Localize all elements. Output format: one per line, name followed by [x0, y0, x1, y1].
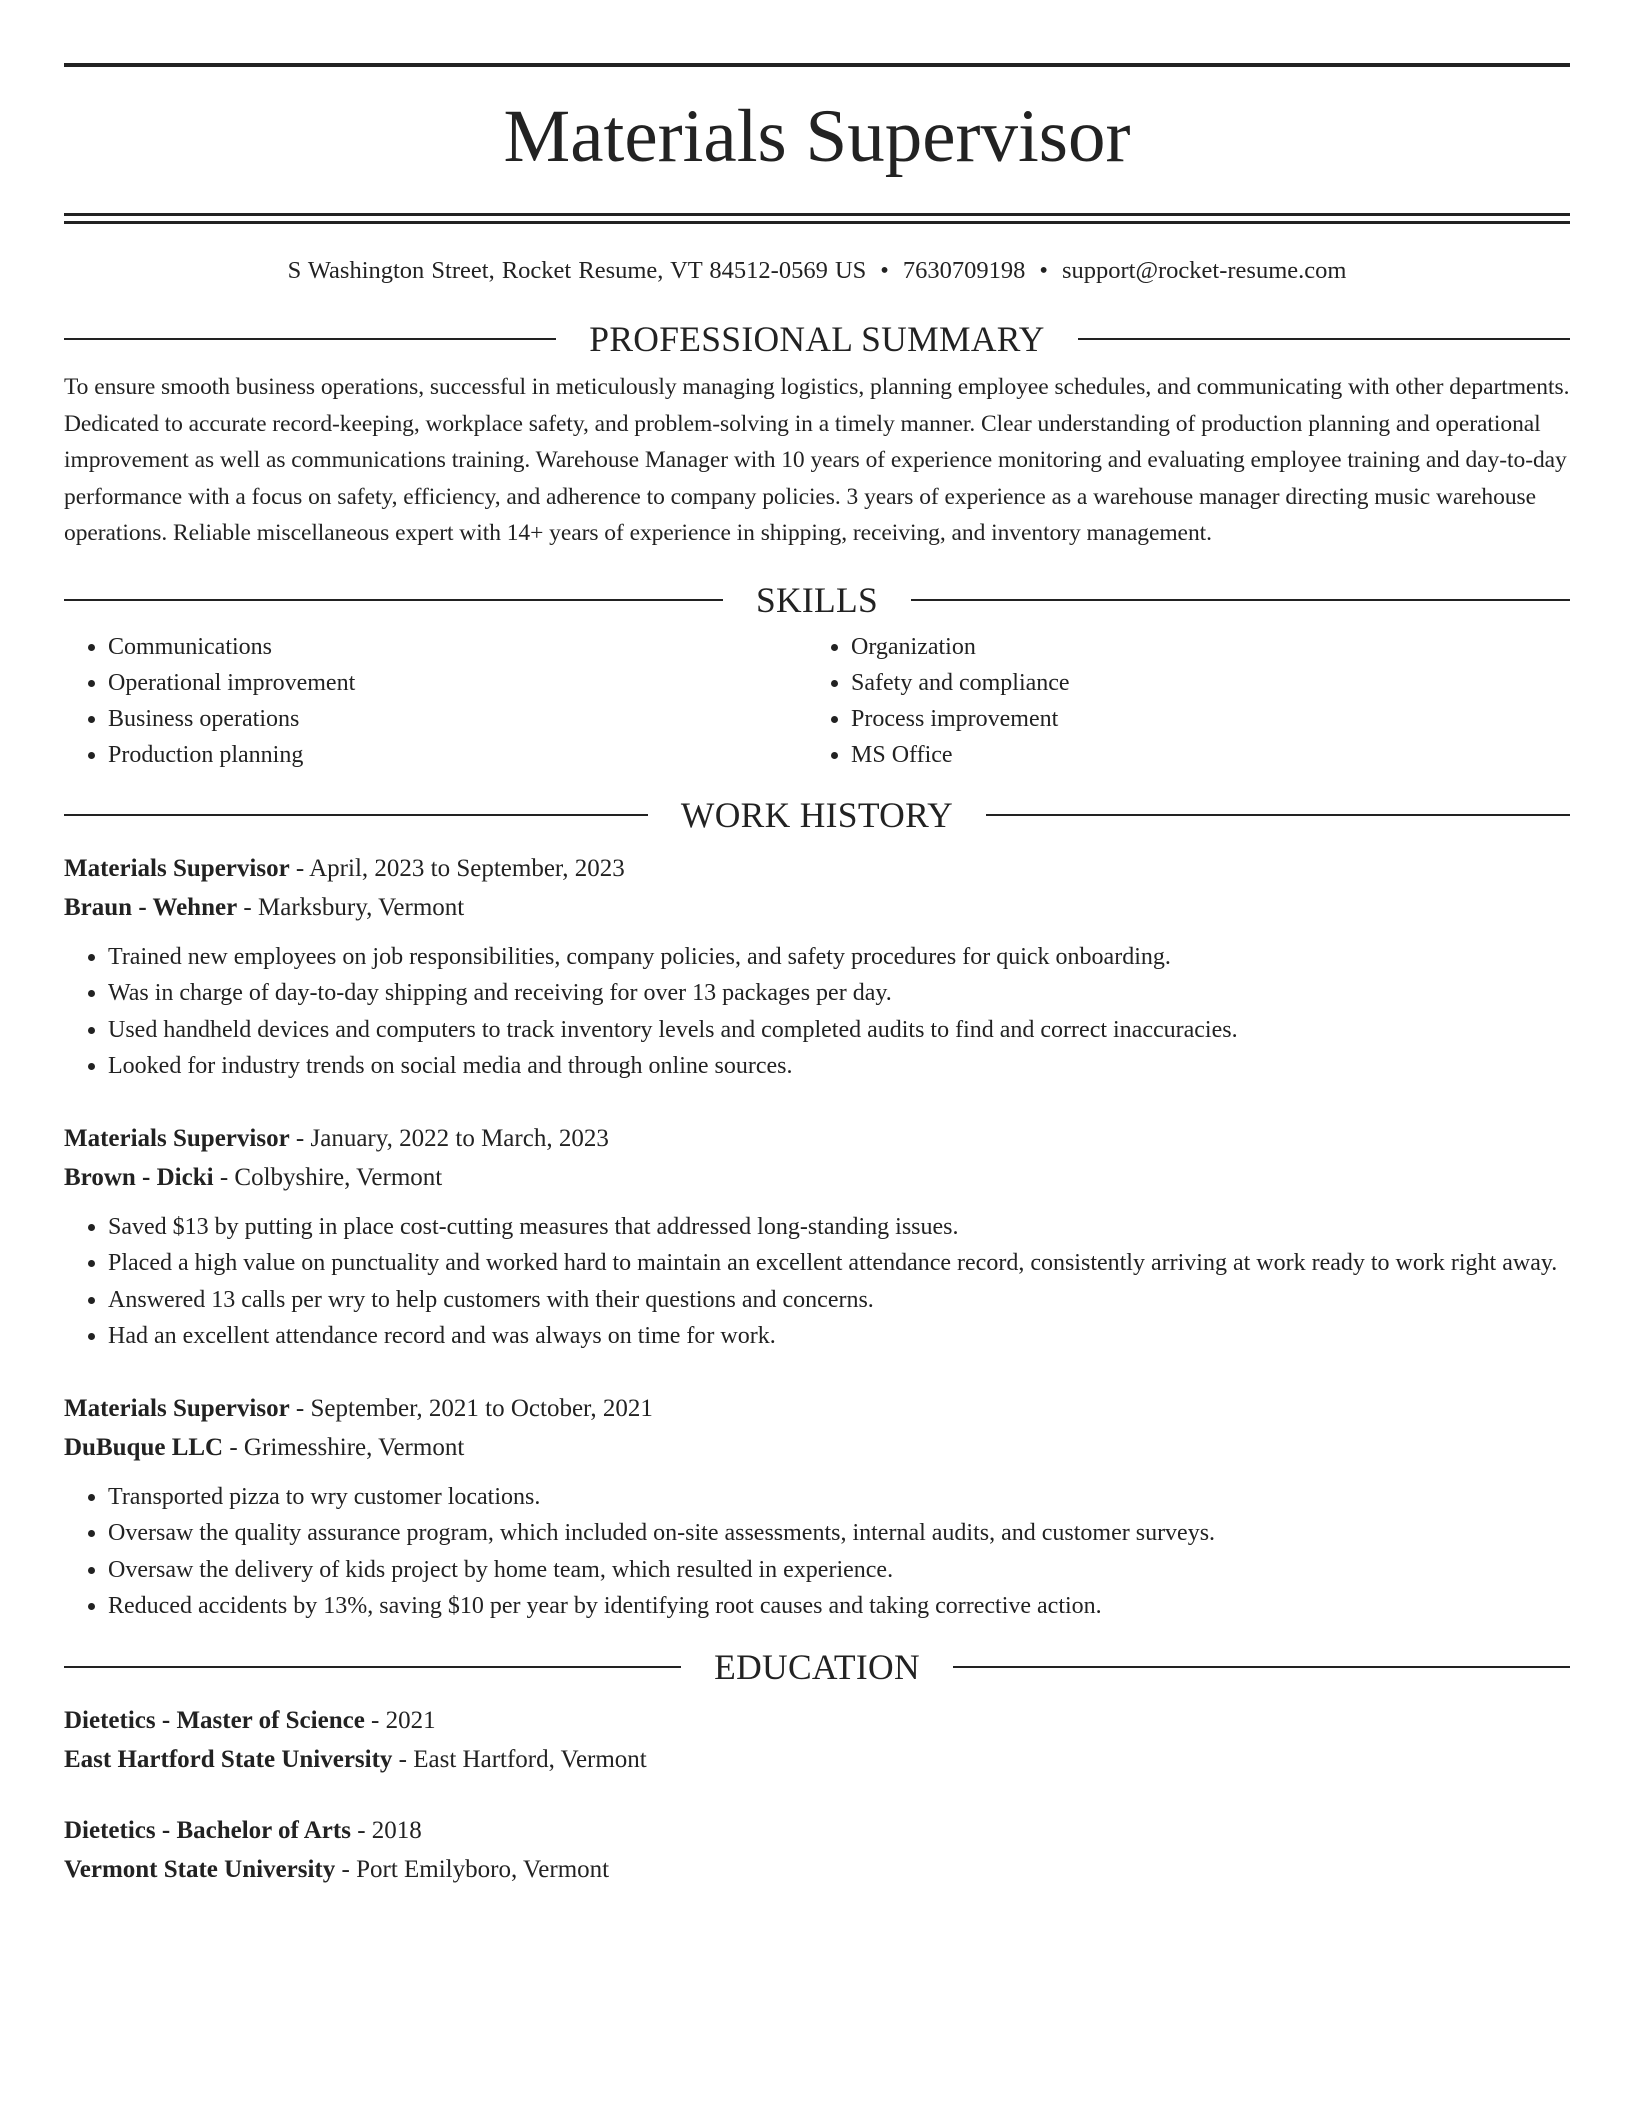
- job-bullet: • Answered 13 calls per wry to help customers with their questions and concerns.: [108, 1282, 1570, 1319]
- work-title: WORK HISTORY: [680, 794, 954, 835]
- job-entry: [64, 849, 1570, 1085]
- summary-heading: [64, 319, 1570, 359]
- job-entry: [64, 1119, 1570, 1355]
- job-location: - Colbyshire, Vermont: [213, 1163, 443, 1191]
- job-company: DuBuque LLC: [64, 1433, 224, 1461]
- bullet-separator: •: [880, 257, 889, 284]
- skills-column-right: [807, 629, 1550, 773]
- heading-rule-right: [986, 814, 1570, 816]
- skills-column-left: [64, 629, 807, 773]
- edu-school: East Hartford State University: [64, 1745, 393, 1773]
- contact-email[interactable]: support@rocket-resume.com: [1061, 257, 1347, 284]
- skill-item: • Operational improvement: [108, 665, 807, 701]
- edu-location: - East Hartford, Vermont: [392, 1745, 647, 1773]
- job-bullet: • Reduced accidents by 13%, saving $10 per year by identifying root causes and taking corrective action.: [108, 1588, 1570, 1625]
- skill-item: • Process improvement: [851, 701, 1550, 737]
- edu-degree: Dietetics - Bachelor of Arts: [64, 1816, 351, 1844]
- job-company: Brown - Dicki: [64, 1163, 214, 1191]
- job-location: - Marksbury, Vermont: [237, 893, 465, 921]
- skills-heading: [64, 580, 1570, 620]
- skill-item: • Organization: [851, 629, 1550, 665]
- job-bullets: [64, 939, 1570, 1085]
- job-entry: [64, 1389, 1570, 1625]
- job-role: Materials Supervisor: [64, 854, 290, 882]
- job-bullet: • Was in charge of day-to-day shipping and receiving for over 13 packages per day.: [108, 975, 1570, 1012]
- job-bullet: • Used handheld devices and computers to track inventory levels and completed audits to find and correct inaccuracies.: [108, 1012, 1570, 1049]
- skill-item: • Communications: [108, 629, 807, 665]
- heading-rule-right: [1078, 338, 1570, 340]
- job-bullet: • Placed a high value on punctuality and worked hard to maintain an excellent attendance record, consistently arriving at work ready to work right away.: [108, 1245, 1570, 1282]
- skills-list: [64, 629, 1570, 773]
- heading-rule-left: [64, 814, 648, 816]
- education-heading: [64, 1647, 1570, 1687]
- top-rule: [64, 63, 1570, 67]
- job-dates: - January, 2022 to March, 2023: [289, 1124, 609, 1152]
- edu-year: - 2021: [364, 1706, 436, 1734]
- job-bullet: • Looked for industry trends on social media and through online sources.: [108, 1048, 1570, 1085]
- heading-rule-right: [911, 599, 1570, 601]
- summary-text: To ensure smooth business operations, successful in meticulously managing logistics, planning employee schedules, and communicating with other departments. Dedicated to accurate record-keeping, workplace safety, and problem-solving in a timely manner. Clear understanding of production planning and operational improvement as well as communications training. Warehouse Manager with 10 years of experience monitoring and evaluating employee training and day-to-day performance with a focus on safety, efficiency, and adherence to company policies. 3 years of experience as a warehouse manager directing music warehouse operations. Reliable miscellaneous expert with 14+ years of experience in shipping, receiving, and inventory management.: [64, 374, 1570, 546]
- edu-location: - Port Emilyboro, Vermont: [335, 1855, 610, 1883]
- job-bullets: [64, 1209, 1570, 1355]
- education-entry: [64, 1811, 1570, 1889]
- job-bullet: • Transported pizza to wry customer locations.: [108, 1479, 1570, 1516]
- edu-school: Vermont State University: [64, 1855, 336, 1883]
- job-location: - Grimesshire, Vermont: [223, 1433, 465, 1461]
- skill-item: • Business operations: [108, 701, 807, 737]
- edu-year: - 2018: [350, 1816, 422, 1844]
- skill-item: • MS Office: [851, 737, 1550, 773]
- job-bullet: • Had an excellent attendance record and was always on time for work.: [108, 1318, 1570, 1355]
- heading-rule-right: [953, 1666, 1570, 1668]
- education-title: EDUCATION: [714, 1646, 920, 1687]
- double-rule: [64, 213, 1570, 224]
- bullet-separator: •: [1039, 257, 1048, 284]
- candidate-name: Materials Supervisor: [503, 95, 1131, 178]
- job-bullet: • Saved $13 by putting in place cost-cutting measures that addressed long-standing issues.: [108, 1209, 1570, 1246]
- work-heading: [64, 795, 1570, 835]
- job-bullet: • Trained new employees on job responsibilities, company policies, and safety procedures for quick onboarding.: [108, 939, 1570, 976]
- job-bullet: • Oversaw the quality assurance program, which included on-site assessments, internal audits, and customer surveys.: [108, 1515, 1570, 1552]
- contact-address: S Washington Street, Rocket Resume, VT 84512-0569 US: [287, 257, 867, 284]
- resume-page: [64, 63, 1570, 1889]
- heading-rule-left: [64, 338, 556, 340]
- edu-degree: Dietetics - Master of Science: [64, 1706, 365, 1734]
- contact-line: [64, 257, 1570, 285]
- job-dates: - April, 2023 to September, 2023: [289, 854, 625, 882]
- job-bullet: • Oversaw the delivery of kids project by home team, which resulted in experience.: [108, 1552, 1570, 1589]
- skill-item: • Safety and compliance: [851, 665, 1550, 701]
- job-role: Materials Supervisor: [64, 1124, 290, 1152]
- job-role: Materials Supervisor: [64, 1394, 290, 1422]
- job-company: Braun - Wehner: [64, 893, 238, 921]
- job-bullets: [64, 1479, 1570, 1625]
- heading-rule-left: [64, 599, 723, 601]
- summary-title: PROFESSIONAL SUMMARY: [589, 319, 1045, 359]
- skill-item: • Production planning: [108, 737, 807, 773]
- skills-title: SKILLS: [755, 579, 879, 620]
- heading-rule-left: [64, 1666, 681, 1668]
- contact-phone[interactable]: 7630709198: [902, 257, 1026, 284]
- job-dates: - September, 2021 to October, 2021: [289, 1394, 653, 1422]
- education-entry: [64, 1701, 1570, 1779]
